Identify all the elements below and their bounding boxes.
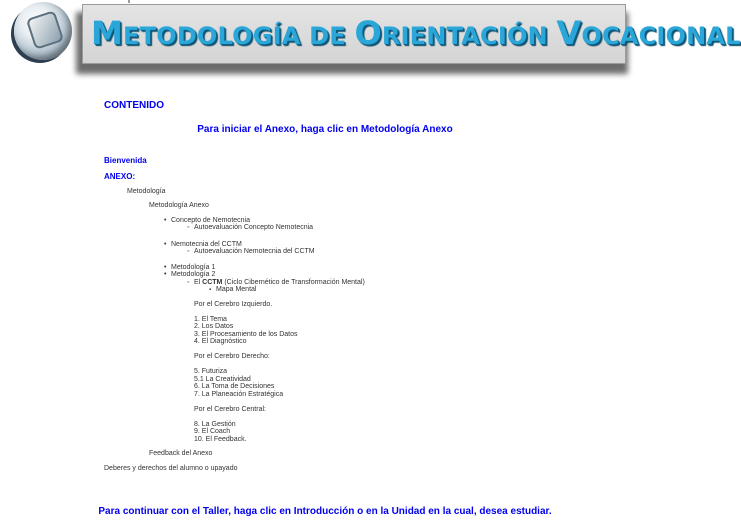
- list-item[interactable]: 9. El Coach: [194, 428, 231, 435]
- cctm-description: (Ciclo Cibernético de Transformación Mental): [222, 279, 365, 286]
- list-item[interactable]: 2. Los Datos: [194, 323, 234, 330]
- section-heading-contenido: CONTENIDO: [104, 100, 164, 111]
- page-title: [91, 14, 741, 52]
- label-cerebro-izquierdo: Por el Cerebro Izquierdo.: [194, 301, 273, 308]
- el-cctm-prefix: El: [194, 279, 203, 286]
- logo-figure: [26, 10, 64, 50]
- link-autoevaluacion-cctm[interactable]: ◦ Autoevaluación Nemotecnia del CCTM: [194, 248, 315, 256]
- footer-instruction: Para continuar con el Taller, haga clic en Introducción o en la Unidad en la cual, desea estudiar.: [98, 506, 552, 517]
- list-item[interactable]: 8. La Gestión: [194, 421, 236, 428]
- link-autoevaluacion-concepto[interactable]: ◦ Autoevaluación Concepto Nemotecnia: [194, 224, 313, 232]
- list-item[interactable]: 5. Futuriza: [194, 368, 228, 375]
- title-rest-3: OCACIONAL: [581, 22, 741, 50]
- title-cap-2: O: [354, 14, 382, 52]
- list-item[interactable]: 1. El Tema: [194, 316, 227, 323]
- top-edge-mark: [128, 0, 130, 3]
- link-metodologia[interactable]: Metodología: [127, 188, 166, 195]
- label-cerebro-derecho: Por el Cerebro Derecho:: [194, 353, 270, 360]
- link-metodologia-anexo[interactable]: Metodología Anexo: [149, 202, 209, 209]
- title-rest-2: RIENTACIÓN: [381, 22, 548, 50]
- list-item[interactable]: 3. El Procesamiento de los Datos: [194, 331, 298, 338]
- globe-logo-icon: [14, 2, 72, 60]
- title-cap-1: M: [91, 14, 124, 52]
- link-nemotecnia-cctm[interactable]: • Nemotecnia del CCTM: [171, 241, 242, 249]
- list-item[interactable]: 6. La Toma de Decisiones: [194, 383, 275, 390]
- link-feedback-anexo[interactable]: Feedback del Anexo: [149, 450, 213, 457]
- link-metodologia-1[interactable]: • Metodología 1: [171, 264, 215, 272]
- anexo-heading: ANEXO:: [104, 172, 136, 181]
- list-item[interactable]: 10. El Feedback.: [194, 436, 247, 443]
- title-word-de: DE: [309, 22, 346, 50]
- link-concepto-nemotecnia[interactable]: • Concepto de Nemotecnia: [171, 217, 250, 225]
- list-item[interactable]: 7. La Planeación Estratégica: [194, 391, 284, 398]
- title-cap-3: V: [556, 14, 582, 52]
- list-item[interactable]: 5.1 La Creatividad: [194, 376, 251, 383]
- instruction-text: Para iniciar el Anexo, haga clic en Metodología Anexo: [197, 124, 453, 135]
- list-item[interactable]: 4. El Diagnóstico: [194, 338, 247, 345]
- title-rest-1: ETODOLOGÍA: [123, 22, 301, 50]
- link-mapa-mental[interactable]: ▪ Mapa Mental: [216, 286, 256, 294]
- cctm-bold: CCTM: [202, 279, 223, 286]
- label-cerebro-central: Por el Cerebro Central:: [194, 406, 266, 413]
- link-bienvenida[interactable]: Bienvenida: [104, 156, 147, 165]
- link-deberes-derechos[interactable]: Deberes y derechos del alumno o upayado: [104, 465, 238, 472]
- header-banner: [82, 4, 741, 64]
- link-metodologia-2[interactable]: • Metodología 2: [171, 271, 215, 279]
